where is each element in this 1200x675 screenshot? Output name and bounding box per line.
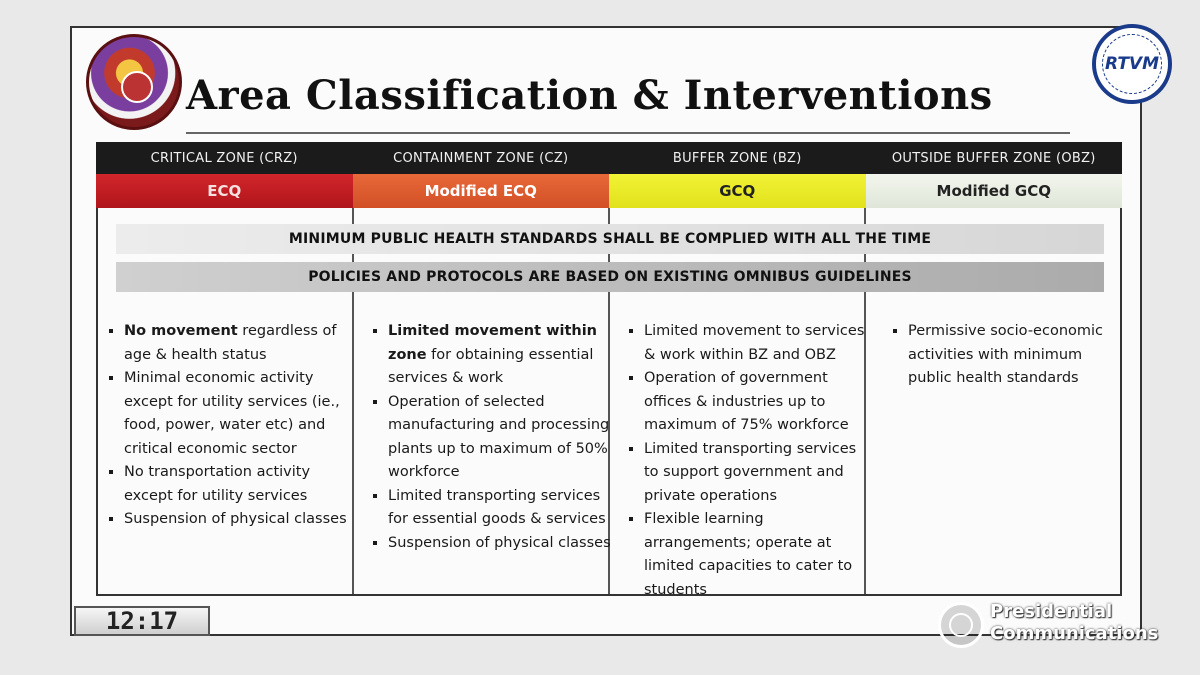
title-divider (186, 132, 1070, 134)
zone-header-row (96, 142, 1122, 174)
cz-interventions (370, 320, 614, 555)
zone-name: OUTSIDE BUFFER ZONE (OBZ) (891, 150, 1096, 166)
list-item: ▪ Operation of government offices & industries up to maximum of 75% workforce (644, 367, 874, 438)
list-item: ▪ Operation of selected manufacturing and processing plants up to maximum of 50% workforce (388, 391, 614, 485)
list-item: ▪ Limited transporting services for essential goods & services (388, 485, 614, 532)
quarantine-label: ECQ (96, 174, 353, 208)
bz-interventions (626, 320, 874, 602)
policies-banner: POLICIES AND PROTOCOLS ARE BASED ON EXISTING OMNIBUS GUIDELINES (116, 262, 1104, 292)
standards-banner: MINIMUM PUBLIC HEALTH STANDARDS SHALL BE COMPLIED WITH ALL THE TIME (116, 224, 1104, 254)
quarantine-row (96, 174, 1122, 208)
list-item: ▪ Limited transporting services to support government and private operations (644, 438, 874, 509)
rtvm-logo-text: RTVM (1105, 54, 1159, 74)
list-item: ▪ Flexible learning arrangements; operate at limited capacities to cater to students (644, 508, 874, 602)
list-item: ▪ Limited movement within zone for obtaining essential services & work (388, 320, 614, 391)
quarantine-label: Modified GCQ (866, 174, 1123, 208)
zone-name: BUFFER ZONE (BZ) (672, 150, 802, 166)
list-item: ▪ Limited movement to services & work within BZ and OBZ (644, 320, 874, 367)
crz-interventions (106, 320, 354, 532)
list-item: ▪ Permissive socio-economic activities with minimum public health standards (908, 320, 1114, 391)
watermark-line: Presidential (990, 601, 1113, 622)
list-item: ▪ Suspension of physical classes (388, 532, 614, 556)
list-item: ▪ No movement regardless of age & health status (124, 320, 354, 367)
quarantine-label: Modified ECQ (353, 174, 610, 208)
list-item: ▪ Suspension of physical classes (124, 508, 354, 532)
rtvm-logo-icon (1092, 24, 1172, 104)
zone-name: CRITICAL ZONE (CRZ) (150, 150, 298, 166)
list-item: ▪ Minimal economic activity except for utility services (ie., food, power, water etc) and critical economic sector (124, 367, 354, 461)
watermark (990, 601, 1158, 645)
quarantine-label: GCQ (609, 174, 866, 208)
broadcast-clock: 12:17 (74, 606, 210, 636)
list-item: ▪ No transportation activity except for utility services (124, 461, 354, 508)
presidential-seal-icon (938, 602, 984, 648)
obz-interventions (890, 320, 1114, 391)
agency-seal-icon (86, 34, 182, 130)
watermark-line: Communications (990, 623, 1159, 644)
slide-title: Area Classification & Interventions (186, 72, 993, 119)
zone-name: CONTAINMENT ZONE (CZ) (393, 150, 569, 166)
